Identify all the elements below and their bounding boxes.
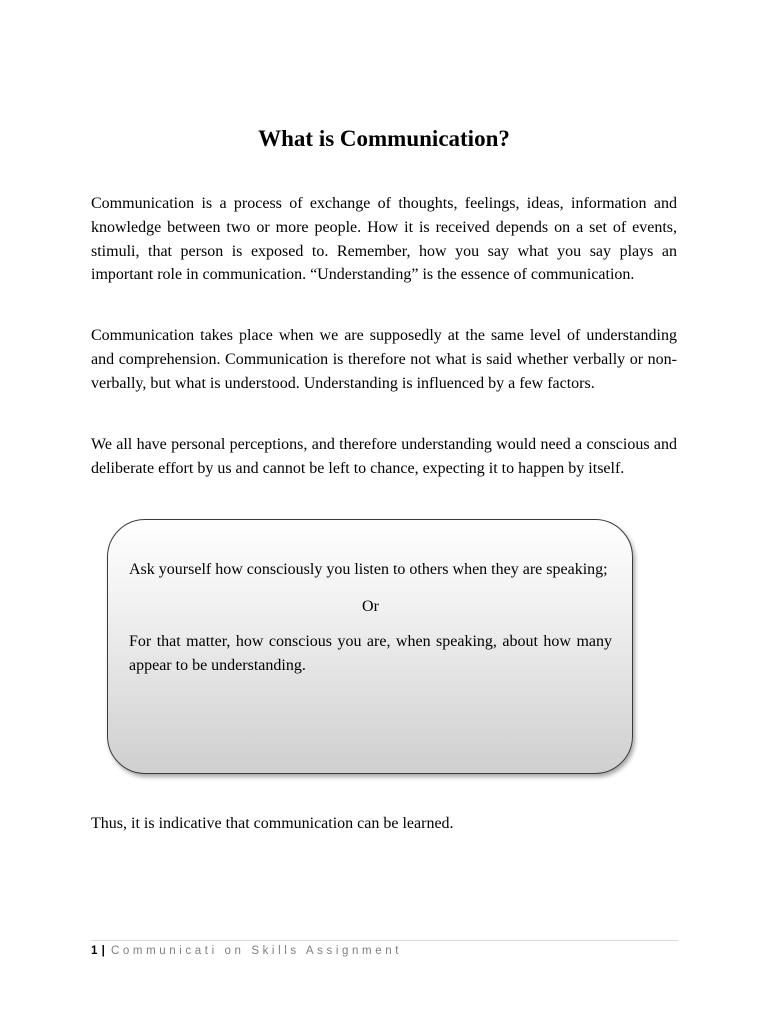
- footer-separator: |: [101, 945, 105, 957]
- callout-question-speaking: For that matter, how conscious you are, when speaking, about how many appear to be understanding.: [129, 633, 612, 674]
- footer-divider: [91, 940, 678, 941]
- paragraph-understanding: Communication takes place when we are supposedly at the same level of understanding and comprehension. Communication is therefore not what is said whether verbally or non-verbally, but what is understood. Understanding is influenced by a few factors.: [91, 327, 677, 392]
- paragraph-definition: Communication is a process of exchange of thoughts, feelings, ideas, information and knowledge between two or more people. How it is received depends on a set of events, stimuli, that person is exposed to. Remember, how you say what you say plays an important role in communication. “Understanding” is the essence of communication.: [91, 195, 677, 284]
- paragraph-perceptions: We all have personal perceptions, and therefore understanding would need a conscious and deliberate effort by us and cannot be left to chance, expecting it to happen by itself.: [91, 436, 677, 477]
- page-footer: [91, 943, 402, 959]
- footer-page-number: 1: [91, 945, 98, 957]
- reflection-callout-box: [107, 519, 633, 774]
- page-title: What is Communication?: [258, 126, 510, 151]
- paragraph-conclusion: Thus, it is indicative that communication can be learned.: [91, 815, 454, 832]
- callout-question-listening: Ask yourself how consciously you listen to others when they are speaking;: [129, 561, 608, 578]
- footer-running-title: Communicati on Skills Assignment: [111, 945, 402, 957]
- callout-or: Or: [362, 597, 379, 615]
